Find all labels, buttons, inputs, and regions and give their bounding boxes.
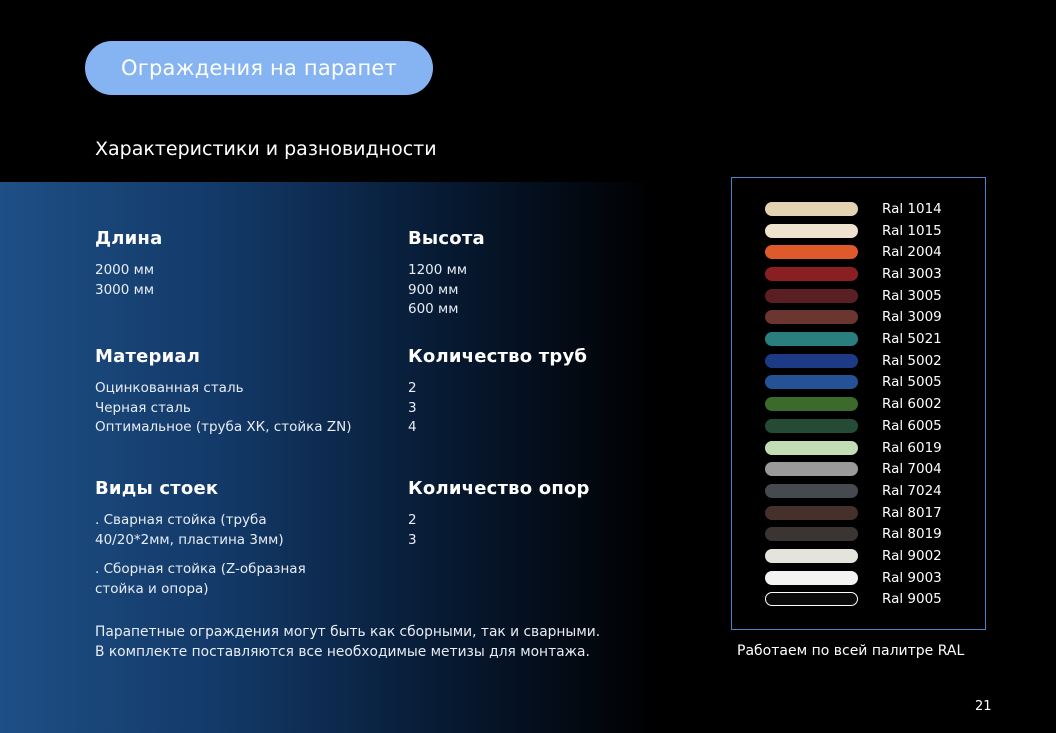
spec-posts-heading: Виды стоек: [95, 478, 219, 499]
palette-row: [765, 480, 985, 502]
color-label: Ral 7004: [882, 461, 942, 478]
footnote: [95, 623, 600, 662]
palette-row: [765, 545, 985, 567]
spec-pipes: [408, 346, 587, 438]
spec-posts: [95, 478, 306, 599]
spec-supports-value: 2: [408, 512, 417, 528]
section-title-pill: [85, 41, 433, 95]
palette-row: [765, 567, 985, 589]
color-label: Ral 6019: [882, 439, 942, 456]
spec-material-value: Оптимальное (труба ХК, стойка ZN): [95, 419, 352, 435]
spec-supports-heading: Количество опор: [408, 478, 590, 499]
color-swatch: [765, 310, 858, 324]
palette-row: [765, 589, 985, 611]
spec-posts-value: . Сварная стойка (труба: [95, 512, 267, 528]
color-label: Ral 1015: [882, 222, 942, 239]
footnote-line: В комплекте поставляются все необходимые метизы для монтажа.: [95, 643, 590, 660]
page-subtitle: Характеристики и разновидности: [95, 138, 437, 160]
color-swatch: [765, 202, 858, 216]
color-swatch: [765, 484, 858, 498]
color-label: Ral 9003: [882, 569, 942, 586]
palette-row: [765, 328, 985, 350]
spec-height: [408, 228, 485, 320]
spec-pipes-value: 3: [408, 399, 417, 416]
color-swatch: [765, 571, 858, 585]
color-swatch: [765, 332, 858, 346]
spec-posts-value: 40/20*2мм, пластина 3мм): [95, 531, 284, 548]
spec-material-heading: Материал: [95, 346, 201, 367]
page-number: 21: [975, 699, 992, 714]
color-label: Ral 5021: [882, 331, 942, 348]
palette-row: [765, 350, 985, 372]
footnote-line: Парапетные ограждения могут быть как сборными, так и сварными.: [95, 624, 601, 640]
color-swatch: [765, 289, 858, 303]
spec-pipes-heading: Количество труб: [408, 346, 588, 367]
spec-material: [95, 346, 351, 438]
spec-material-value: Черная сталь: [95, 399, 191, 416]
color-swatch: [765, 224, 858, 238]
color-label: Ral 3003: [882, 265, 942, 282]
color-label: Ral 8019: [882, 526, 942, 543]
spec-posts-value: стойка и опора): [95, 580, 209, 597]
color-label: Ral 3009: [882, 309, 942, 326]
palette-row: [765, 307, 985, 329]
palette-row: [765, 415, 985, 437]
color-label: Ral 5005: [882, 374, 942, 391]
spec-length-heading: Длина: [95, 228, 163, 249]
color-label: Ral 2004: [882, 244, 942, 261]
spec-height-value: 1200 мм: [408, 262, 468, 278]
color-swatch: [765, 506, 858, 520]
color-label: Ral 6002: [882, 396, 942, 413]
color-swatch: [765, 267, 858, 281]
palette-row: [765, 458, 985, 480]
spec-pipes-value: 4: [408, 419, 417, 435]
palette-row: [765, 372, 985, 394]
palette-row: [765, 263, 985, 285]
color-swatch: [765, 245, 858, 259]
spec-pipes-value: 2: [408, 380, 417, 396]
color-label: Ral 9005: [882, 591, 942, 608]
palette-row: [765, 524, 985, 546]
spec-supports-value: 3: [408, 531, 417, 548]
palette-row: [765, 285, 985, 307]
palette-row: [765, 502, 985, 524]
color-swatch: [765, 397, 858, 411]
palette-row: [765, 393, 985, 415]
spec-length-value: 3000 мм: [95, 281, 155, 298]
color-label: Ral 1014: [882, 200, 942, 217]
palette-row: [765, 241, 985, 263]
spec-supports: [408, 478, 590, 550]
palette-caption: Работаем по всей палитре RAL: [737, 643, 965, 659]
spec-height-heading: Высота: [408, 228, 485, 249]
color-swatch: [765, 419, 858, 433]
color-label: Ral 3005: [882, 287, 942, 304]
spec-height-value: 600 мм: [408, 301, 459, 317]
spec-length-value: 2000 мм: [95, 262, 155, 278]
palette-row: [765, 437, 985, 459]
color-swatch: [765, 354, 858, 368]
spec-height-value: 900 мм: [408, 281, 459, 298]
color-label: Ral 6005: [882, 417, 942, 434]
ral-palette: [731, 177, 986, 630]
color-swatch: [765, 549, 858, 563]
color-swatch: [765, 527, 858, 541]
spec-posts-value: . Сборная стойка (Z-образная: [95, 561, 306, 577]
color-label: Ral 8017: [882, 504, 942, 521]
color-label: Ral 7024: [882, 482, 942, 499]
color-label: Ral 5002: [882, 352, 942, 369]
section-title: Ограждения на парапет: [121, 56, 397, 80]
color-swatch: [765, 441, 858, 455]
color-swatch: [765, 375, 858, 389]
palette-row: [765, 220, 985, 242]
spec-material-value: Оцинкованная сталь: [95, 380, 244, 396]
color-label: Ral 9002: [882, 548, 942, 565]
spec-length: [95, 228, 162, 300]
color-swatch: [765, 462, 858, 476]
color-swatch: [765, 592, 858, 606]
palette-row: [765, 198, 985, 220]
